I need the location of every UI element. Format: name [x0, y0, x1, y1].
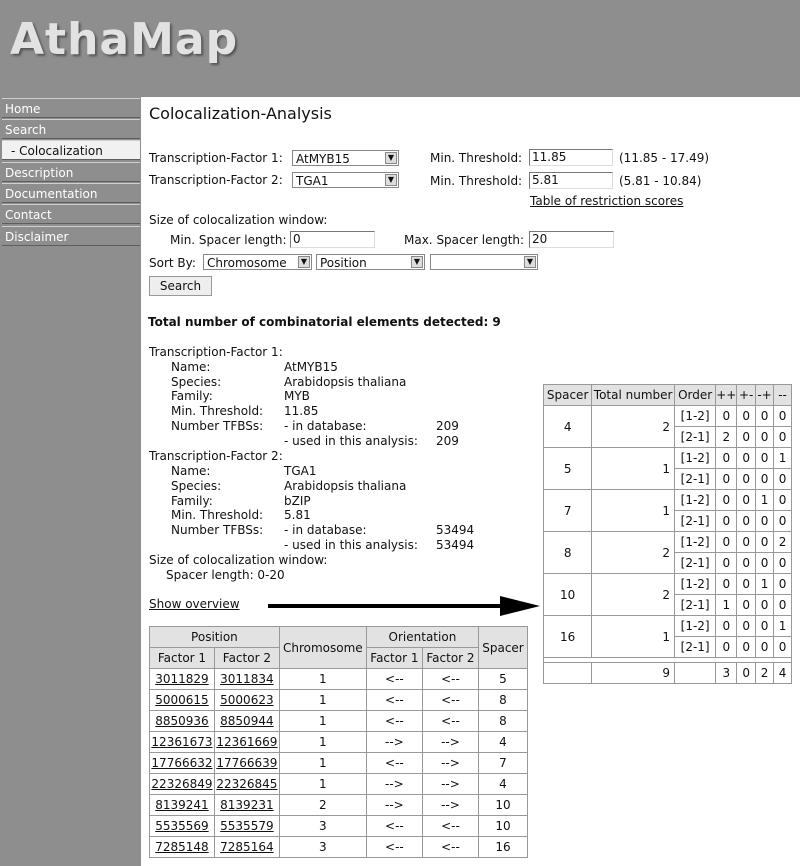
sum-mp-cell: 1: [755, 490, 773, 511]
thr2-label: Min. Threshold:: [430, 174, 523, 188]
sum-pm-cell: 0: [737, 616, 756, 637]
sum-mp-cell: 0: [755, 553, 773, 574]
sum-mp-cell: 0: [755, 532, 773, 553]
factor2-position-cell[interactable]: 8850944: [214, 711, 279, 732]
factor1-orientation-cell: <--: [366, 816, 422, 837]
sum-spacer-cell: 7: [544, 490, 592, 532]
nav-description[interactable]: Description: [2, 162, 140, 182]
position-header: Position: [150, 627, 280, 648]
table-row: [150, 774, 528, 795]
sum-order-cell: [2-1]: [675, 595, 716, 616]
sum-spacer-cell: 10: [544, 574, 592, 616]
sort-select-2[interactable]: [316, 254, 425, 270]
factor2-orientation-cell: <--: [422, 816, 478, 837]
sum-spacer-cell: 5: [544, 448, 592, 490]
sum-order-cell: [2-1]: [675, 637, 716, 658]
sum-spacer-cell: 8: [544, 532, 592, 574]
sum-pm-cell: 0: [737, 553, 756, 574]
sum-mp-cell: 0: [755, 616, 773, 637]
factor1-position-cell[interactable]: 8850936: [150, 711, 215, 732]
tf1-in-db: 209: [436, 419, 459, 433]
factor1-position-cell[interactable]: 17766632: [150, 753, 215, 774]
sum-order-cell: [1-2]: [675, 616, 716, 637]
sum-total-cell: 1: [592, 448, 675, 490]
spacer-header: Spacer: [479, 627, 528, 669]
tf1-family: MYB: [284, 389, 310, 403]
sum-mp-cell: 0: [755, 427, 773, 448]
arrow-right-icon: [268, 596, 543, 618]
show-overview-link[interactable]: Show overview: [149, 597, 240, 611]
tf1-name-label: Name:: [171, 360, 211, 374]
sum-pm-cell: 0: [737, 469, 756, 490]
sum-pp-cell: 0: [716, 448, 737, 469]
tf1-threshold: 11.85: [284, 404, 319, 418]
sum-totals-pm-cell: 0: [737, 663, 756, 684]
tf1-used: 209: [436, 434, 459, 448]
chevron-down-icon: ▼: [411, 256, 423, 268]
sum-pm-cell: 0: [737, 448, 756, 469]
tf2-select-value: TGA1: [296, 174, 329, 188]
summary-row: [544, 532, 792, 553]
max-spacer-label: Max. Spacer length:: [404, 233, 525, 247]
factor2-position-cell[interactable]: 5000623: [214, 690, 279, 711]
factor2-orientation-cell: <--: [422, 711, 478, 732]
tf2-family: bZIP: [284, 494, 311, 508]
factor1-position-cell[interactable]: 5000615: [150, 690, 215, 711]
sum-pp-cell: 0: [716, 490, 737, 511]
factor2-orientation-cell: <--: [422, 690, 478, 711]
table-row: [150, 732, 528, 753]
tf2-in-db: 53494: [436, 523, 475, 537]
sum-mp-cell: 0: [755, 469, 773, 490]
chevron-down-icon: ▼: [524, 256, 536, 268]
sum-pp-cell: 2: [716, 427, 737, 448]
tf1-used-label: - used in this analysis:: [284, 434, 418, 448]
sum-pm-cell: 0: [737, 595, 756, 616]
max-spacer-input[interactable]: 20: [529, 231, 614, 248]
sum-mm-header: --: [774, 385, 792, 406]
factor1-orientation-cell: <--: [366, 753, 422, 774]
spacer-cell: 16: [479, 837, 528, 858]
sum-mp-cell: 1: [755, 574, 773, 595]
factor2-position-cell[interactable]: 3011834: [214, 669, 279, 690]
nav-documentation[interactable]: Documentation: [2, 183, 140, 203]
factor1-orientation-cell: -->: [366, 774, 422, 795]
sum-pm-cell: 0: [737, 532, 756, 553]
min-spacer-input[interactable]: 0: [290, 231, 375, 248]
sum-pm-cell: 0: [737, 490, 756, 511]
sum-pm-header: +-: [737, 385, 756, 406]
total-heading: Total number of combinatorial elements detected: 9: [148, 315, 501, 329]
sum-pp-cell: 0: [716, 469, 737, 490]
sum-order-cell: [1-2]: [675, 574, 716, 595]
sum-pp-cell: 0: [716, 637, 737, 658]
sum-pp-cell: 0: [716, 616, 737, 637]
tf1-species-label: Species:: [171, 375, 222, 389]
sum-totals-spacer-cell: [544, 663, 592, 684]
sum-mm-cell: 2: [774, 532, 792, 553]
sum-totals-mp-cell: 2: [755, 663, 773, 684]
spacer-cell: 7: [479, 753, 528, 774]
spacer-length: Spacer length: 0-20: [166, 568, 285, 582]
sum-mm-cell: 0: [774, 469, 792, 490]
sidebar: [0, 97, 141, 866]
factor2-orientation-cell: -->: [422, 795, 478, 816]
summary-table: [543, 384, 792, 684]
factor2-orientation-cell: <--: [422, 669, 478, 690]
tf1-heading: Transcription-Factor 1:: [149, 345, 283, 359]
table-row: [150, 795, 528, 816]
factor2-position-cell[interactable]: 8139231: [214, 795, 279, 816]
factor1-position-cell[interactable]: 5535569: [150, 816, 215, 837]
tf1-select-value: AtMYB15: [296, 152, 350, 166]
factor2-position-cell[interactable]: 22326845: [214, 774, 279, 795]
sum-spacer-header: Spacer: [544, 385, 592, 406]
sum-mm-cell: 0: [774, 490, 792, 511]
sum-total-cell: 1: [592, 616, 675, 658]
chromosome-cell: 1: [279, 732, 366, 753]
sum-mm-cell: 0: [774, 511, 792, 532]
sum-totals-order-cell: [675, 663, 716, 684]
tf2-label: Transcription-Factor 2:: [149, 173, 283, 187]
summary-totals-row: [544, 663, 792, 684]
factor1-orientation-cell: <--: [366, 711, 422, 732]
sum-mp-cell: 0: [755, 637, 773, 658]
sum-mp-header: -+: [755, 385, 773, 406]
sum-mm-cell: 0: [774, 595, 792, 616]
chevron-down-icon: ▼: [385, 152, 397, 164]
sum-order-cell: [2-1]: [675, 553, 716, 574]
thr1-label: Min. Threshold:: [430, 151, 523, 165]
chromosome-cell: 1: [279, 690, 366, 711]
table-row: [150, 690, 528, 711]
summary-row: [544, 616, 792, 637]
summary-row: [544, 406, 792, 427]
table-row: [150, 669, 528, 690]
sum-total-cell: 2: [592, 532, 675, 574]
sum-order-cell: [2-1]: [675, 427, 716, 448]
sum-total-cell: 2: [592, 574, 675, 616]
sum-mm-cell: 0: [774, 637, 792, 658]
logo[interactable]: AthaMap: [10, 14, 239, 65]
sum-order-cell: [1-2]: [675, 532, 716, 553]
result-table-body: [150, 669, 528, 858]
tf2-select[interactable]: [292, 172, 399, 188]
tf2-name: TGA1: [284, 464, 317, 478]
sum-mp-cell: 0: [755, 406, 773, 427]
tf2-threshold-label: Min. Threshold:: [171, 508, 264, 522]
sum-total-cell: 2: [592, 406, 675, 448]
sum-totals-mm-cell: 4: [774, 663, 792, 684]
sum-mm-cell: 1: [774, 448, 792, 469]
nav-search[interactable]: Search: [2, 119, 140, 139]
factor2-position-cell[interactable]: 17766639: [214, 753, 279, 774]
orientation-header: Orientation: [366, 627, 478, 648]
sum-mm-cell: 1: [774, 616, 792, 637]
sum-pp-cell: 0: [716, 532, 737, 553]
chevron-down-icon: ▼: [385, 174, 397, 186]
factor1-position-cell[interactable]: 8139241: [150, 795, 215, 816]
factor1-orientation-cell: -->: [366, 732, 422, 753]
sum-pm-cell: 0: [737, 511, 756, 532]
factor2-position-header: Factor 2: [214, 648, 279, 669]
sum-pp-cell: 0: [716, 511, 737, 532]
restriction-scores-link[interactable]: Table of restriction scores: [530, 194, 684, 208]
sum-pp-cell: 0: [716, 406, 737, 427]
thr1-range: (11.85 - 17.49): [619, 151, 710, 165]
sum-totals-total-cell: 9: [592, 663, 675, 684]
sort-select-1[interactable]: [203, 254, 312, 270]
factor1-position-cell[interactable]: 22326849: [150, 774, 215, 795]
tf1-species: Arabidopsis thaliana: [284, 375, 407, 389]
table-row: [150, 753, 528, 774]
nav-disclaimer[interactable]: Disclaimer: [2, 226, 140, 246]
factor2-orientation-cell: -->: [422, 774, 478, 795]
factor1-orientation-cell: <--: [366, 669, 422, 690]
sort-select-3[interactable]: [430, 254, 538, 270]
tf2-used-label: - used in this analysis:: [284, 538, 418, 552]
sort-label: Sort By:: [149, 256, 196, 270]
tf2-used: 53494: [436, 538, 475, 552]
sort-select-1-value: Chromosome: [207, 256, 287, 270]
thr2-input[interactable]: 5.81: [529, 172, 613, 189]
tf2-species-label: Species:: [171, 479, 222, 493]
factor2-position-cell[interactable]: 7285164: [214, 837, 279, 858]
table-row: [150, 816, 528, 837]
chromosome-cell: 1: [279, 669, 366, 690]
sum-total-header: Total number: [592, 385, 675, 406]
sum-mm-cell: 0: [774, 574, 792, 595]
sum-order-cell: [1-2]: [675, 490, 716, 511]
tf1-threshold-label: Min. Threshold:: [171, 404, 264, 418]
sum-spacer-cell: 16: [544, 616, 592, 658]
summary-row: [544, 448, 792, 469]
sum-order-cell: [2-1]: [675, 511, 716, 532]
search-button[interactable]: Search: [149, 276, 212, 296]
tf2-threshold: 5.81: [284, 508, 311, 522]
factor2-orientation-cell: -->: [422, 753, 478, 774]
factor1-position-cell[interactable]: 3011829: [150, 669, 215, 690]
factor1-orientation-cell: <--: [366, 690, 422, 711]
chromosome-cell: 1: [279, 774, 366, 795]
tf2-family-label: Family:: [171, 494, 213, 508]
factor1-orientation-cell: -->: [366, 795, 422, 816]
factor2-orientation-cell: <--: [422, 837, 478, 858]
spacer-cell: 5: [479, 669, 528, 690]
chromosome-cell: 3: [279, 837, 366, 858]
tf1-in-db-label: - in database:: [284, 419, 367, 433]
sum-pm-cell: 0: [737, 637, 756, 658]
sum-spacer-cell: 4: [544, 406, 592, 448]
sum-pm-cell: 0: [737, 574, 756, 595]
page-title: Colocalization-Analysis: [149, 104, 332, 123]
tf1-select[interactable]: [292, 150, 399, 166]
factor1-orientation-header: Factor 1: [366, 648, 422, 669]
spacer-cell: 8: [479, 711, 528, 732]
sum-mm-cell: 0: [774, 406, 792, 427]
tf2-species: Arabidopsis thaliana: [284, 479, 407, 493]
chromosome-cell: 1: [279, 753, 366, 774]
tf2-in-db-label: - in database:: [284, 523, 367, 537]
window-label: Size of colocalization window:: [149, 213, 328, 227]
spacer-cell: 4: [479, 774, 528, 795]
sum-order-header: Order: [675, 385, 716, 406]
thr1-input[interactable]: 11.85: [529, 149, 613, 166]
summary-row: [544, 574, 792, 595]
sum-mp-cell: 0: [755, 595, 773, 616]
spacer-cell: 10: [479, 816, 528, 837]
nav-home[interactable]: Home: [2, 98, 140, 118]
chevron-down-icon: ▼: [298, 256, 310, 268]
sum-pp-cell: 0: [716, 553, 737, 574]
header: [0, 0, 800, 97]
sum-order-cell: [1-2]: [675, 406, 716, 427]
spacer-cell: 10: [479, 795, 528, 816]
sum-total-cell: 1: [592, 490, 675, 532]
factor1-position-cell[interactable]: 12361673: [150, 732, 215, 753]
chromosome-cell: 1: [279, 711, 366, 732]
spacer-cell: 8: [479, 690, 528, 711]
sort-select-2-value: Position: [320, 256, 367, 270]
min-spacer-label: Min. Spacer length:: [170, 233, 287, 247]
window-heading: Size of colocalization window:: [149, 553, 328, 567]
sum-mp-cell: 0: [755, 448, 773, 469]
tf1-name: AtMYB15: [284, 360, 338, 374]
chromosome-cell: 2: [279, 795, 366, 816]
sum-order-cell: [1-2]: [675, 448, 716, 469]
sum-pp-header: ++: [716, 385, 737, 406]
sum-mp-cell: 0: [755, 511, 773, 532]
sum-pp-cell: 0: [716, 574, 737, 595]
sum-mm-cell: 0: [774, 427, 792, 448]
table-row: [150, 711, 528, 732]
factor2-orientation-cell: -->: [422, 732, 478, 753]
sum-mm-cell: 0: [774, 553, 792, 574]
sum-pm-cell: 0: [737, 406, 756, 427]
factor1-position-cell[interactable]: 7285148: [150, 837, 215, 858]
sum-totals-pp-cell: 3: [716, 663, 737, 684]
tf1-label: Transcription-Factor 1:: [149, 151, 283, 165]
factor2-orientation-header: Factor 2: [422, 648, 478, 669]
factor2-position-cell[interactable]: 5535579: [214, 816, 279, 837]
nav-colocalization[interactable]: - Colocalization: [2, 140, 140, 160]
tf2-name-label: Name:: [171, 464, 211, 478]
nav-contact[interactable]: Contact: [2, 204, 140, 224]
tf1-family-label: Family:: [171, 389, 213, 403]
tf2-tfbs-label: Number TFBSs:: [171, 523, 264, 537]
spacer-cell: 4: [479, 732, 528, 753]
chromosome-cell: 3: [279, 816, 366, 837]
summary-table-body: [544, 406, 792, 684]
sum-order-cell: [2-1]: [675, 469, 716, 490]
tf1-tfbs-label: Number TFBSs:: [171, 419, 264, 433]
thr2-range: (5.81 - 10.84): [619, 174, 702, 188]
sum-pm-cell: 0: [737, 427, 756, 448]
sum-pp-cell: 1: [716, 595, 737, 616]
chromosome-header: Chromosome: [279, 627, 366, 669]
tf2-heading: Transcription-Factor 2:: [149, 449, 283, 463]
factor1-position-header: Factor 1: [150, 648, 215, 669]
factor2-position-cell[interactable]: 12361669: [214, 732, 279, 753]
summary-row: [544, 490, 792, 511]
table-row: [150, 837, 528, 858]
result-table: [149, 626, 528, 858]
factor1-orientation-cell: <--: [366, 837, 422, 858]
